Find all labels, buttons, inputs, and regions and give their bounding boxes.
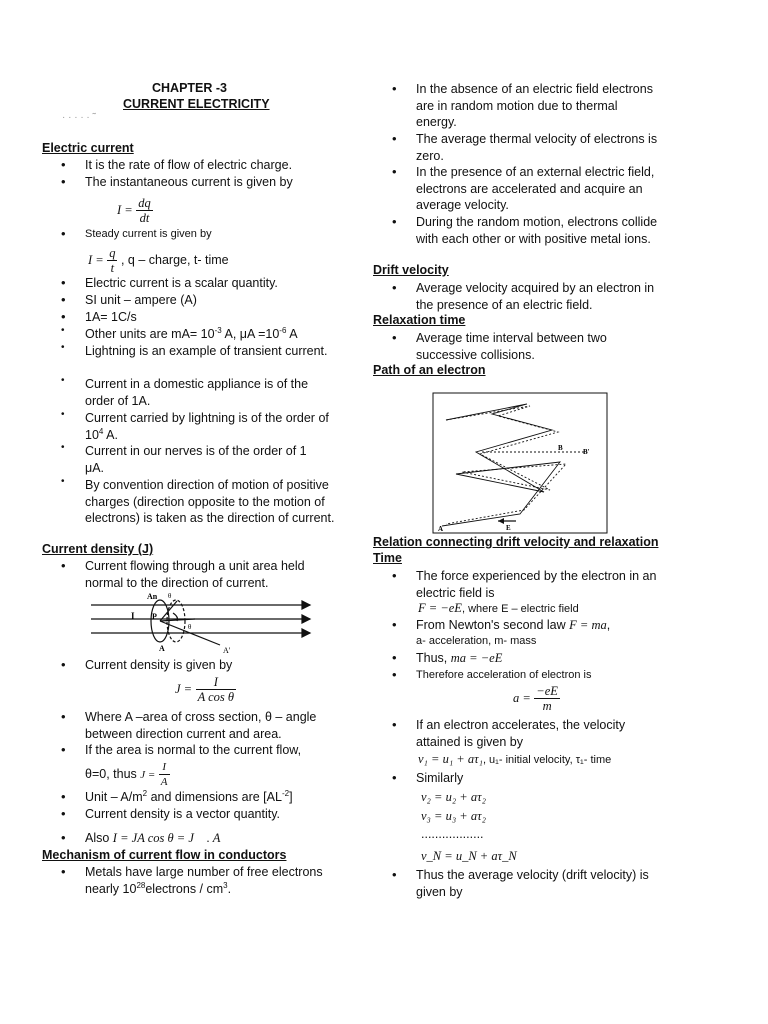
chapter-title: CURRENT ELECTRICITY xyxy=(123,97,270,111)
current-density-figure xyxy=(85,591,325,655)
list-item: • SI unit – ampere (A) xyxy=(85,292,345,309)
heading-electric-current: Electric current xyxy=(42,141,134,155)
list-item: • The average thermal velocity of electrons is zero. xyxy=(416,131,661,164)
electron-path-figure xyxy=(432,392,608,534)
heading-path-electron: Path of an electron xyxy=(373,363,486,377)
list-item: • Average velocity acquired by an electron in the presence of an electric field. xyxy=(416,280,661,313)
list-item: • In the absence of an electric field electrons are in random motion due to thermal energy. xyxy=(416,81,661,131)
list-item: • Where A –area of cross section, θ – angle between direction current and area. xyxy=(85,709,340,742)
heading-mechanism: Mechanism of current flow in conductors xyxy=(42,848,287,862)
list-item: • The instantaneous current is given by xyxy=(85,174,345,191)
scan-mark: · · · · · ˜ xyxy=(62,112,96,123)
equation-v2: v₂ = u₂ + aτ₂ xyxy=(421,790,486,804)
list-item: • Current in our nerves is of the order of 1 μA. xyxy=(85,443,320,476)
fig-label-i: I xyxy=(131,611,135,621)
equation-acceleration: a = $\frac{-eE}{m}$ xyxy=(513,684,558,713)
equation-current-density: J = $\frac{I}{\text{A cos θ}}$ xyxy=(175,675,235,704)
list-item: • 1A= 1C/s xyxy=(85,309,345,326)
fig-label-a: A xyxy=(159,644,165,653)
list-item: • Current flowing through a unit area held normal to the direction of current. xyxy=(85,558,335,591)
list-item: • Current density is a vector quantity. xyxy=(85,806,340,823)
list-item: • If an electron accelerates, the velocity attained is given by xyxy=(416,717,666,750)
list-item: • Electric current is a scalar quantity. xyxy=(85,275,345,292)
list-item: • Similarly xyxy=(416,770,666,787)
fig-label-e: E xyxy=(506,524,511,532)
heading-drift-velocity: Drift velocity xyxy=(373,263,449,277)
list-item: • Current carried by lightning is of the order of $10^4$ A. xyxy=(85,410,343,443)
list-item: • Unit – $A/m^2$ and dimensions are $[AL^{-2}]$ xyxy=(85,789,340,806)
list-item: • Current in a domestic appliance is of the order of 1A. xyxy=(85,376,335,409)
equation-v1: v₁ = u₁ + aτ₁, u₁- initial velocity, τ₁- time xyxy=(418,752,612,766)
fig-label-b: B xyxy=(558,444,563,452)
list-item: • Average time interval between two successive collisions. xyxy=(416,330,661,363)
note-newton: a- acceleration, m- mass xyxy=(416,635,537,647)
fig-label-b-prime: B' xyxy=(583,448,590,456)
list-item: • Current density is given by xyxy=(85,657,335,674)
list-item: • Thus, ma = −eE xyxy=(416,650,666,667)
fig-label-a: A xyxy=(438,525,444,533)
fig-label-theta-top: θ xyxy=(168,592,172,600)
list-item: • During the random motion, electrons collide with each other or with positive metal ions. xyxy=(416,214,661,247)
list-item: • Steady current is given by xyxy=(85,226,345,243)
list-item: • Thus the average velocity (drift velocity) is given by xyxy=(416,867,666,900)
list-item: • In the presence of an external electric field, electrons are accelerated and acquire an average velocity. xyxy=(416,164,661,214)
list-item: • Metals have large number of free electrons nearly $10^{28}electrons / cm^3$. xyxy=(85,864,335,897)
ellipsis-dots: .................. xyxy=(421,827,484,841)
list-item: • Also I = JA cos θ = J⃗ . A⃗ xyxy=(85,830,340,847)
list-item: • By convention direction of motion of positive charges (direction opposite to the motion of electrons) is taken as the direction of current. xyxy=(85,477,340,527)
heading-relaxation-time: Relaxation time xyxy=(373,313,466,327)
list-item: • From Newton's second law F = ma, xyxy=(416,617,666,634)
heading-relation-line2: Time xyxy=(373,551,402,565)
equation-instant-current: I = $\frac{dq}{dt}$ xyxy=(117,196,151,225)
list-item: • Therefore acceleration of electron is xyxy=(416,667,666,684)
heading-relation: Relation connecting drift velocity and relaxation xyxy=(373,535,659,549)
equation-normal-area: θ=0, thus J = $\frac{I}{A}$ xyxy=(85,761,168,788)
equation-force: F = −eE, where E – electric field xyxy=(418,601,579,615)
fig-label-p: P xyxy=(152,612,157,621)
list-item: • The force experienced by the electron in an electric field is xyxy=(416,568,666,601)
fig-label-a-vec: A' xyxy=(223,646,231,655)
equation-steady-current: I = $\frac{q}{t}$ , q – charge, t- time xyxy=(88,246,229,275)
fig-label-an: An xyxy=(147,592,158,601)
list-item: • It is the rate of flow of electric charge. xyxy=(85,157,345,174)
list-item: • Lightning is an example of transient current. xyxy=(85,343,335,360)
list-item: • Other units are $mA= 10^{-3}$ A, $\mu A =10^{-6}$ A xyxy=(85,326,345,343)
heading-current-density: Current density (J) xyxy=(42,542,154,556)
chapter-number: CHAPTER -3 xyxy=(152,81,228,95)
equation-vn: v_N = u_N + aτ_N xyxy=(421,849,517,863)
list-item: • If the area is normal to the current flow, xyxy=(85,742,340,759)
equation-v3: v₃ = u₃ + aτ₂ xyxy=(421,809,486,823)
fig-label-theta: θ xyxy=(188,623,192,631)
